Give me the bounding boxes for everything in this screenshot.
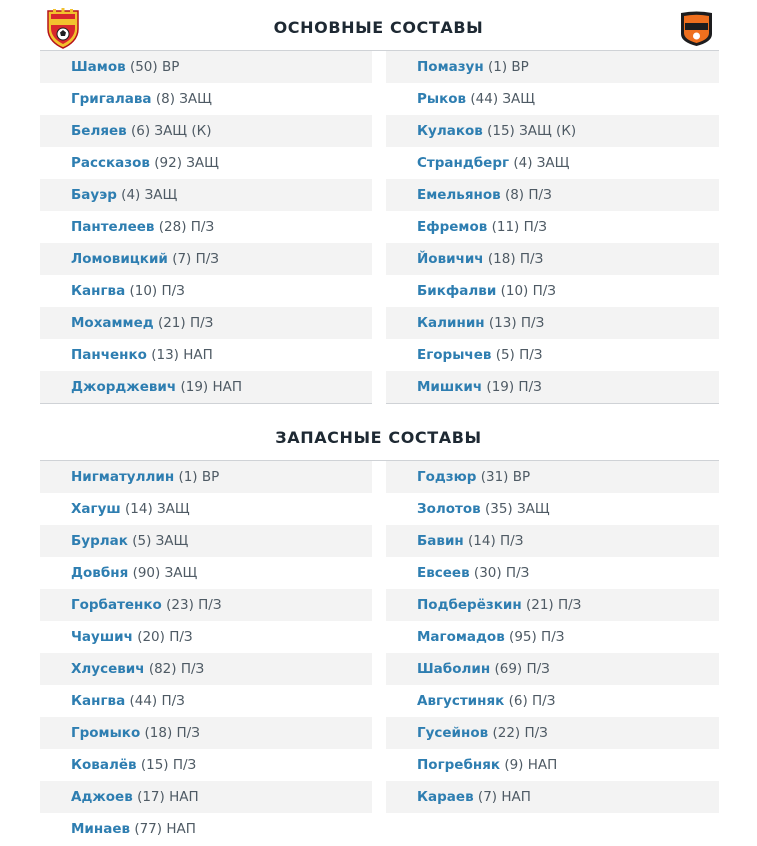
player-number-position: (18) П/З xyxy=(487,251,544,267)
player-name-link[interactable]: Аджоев xyxy=(71,789,133,805)
player-name-link[interactable]: Караев xyxy=(417,789,474,805)
player-name-link[interactable]: Ковалёв xyxy=(71,757,137,773)
empty-row xyxy=(386,813,719,845)
player-row xyxy=(40,749,372,781)
player-number-position: (5) П/З xyxy=(495,347,543,363)
player-name-link[interactable]: Золотов xyxy=(417,501,481,517)
player-row xyxy=(386,621,719,653)
player-number-position: (5) ЗАЩ xyxy=(132,533,189,549)
divider xyxy=(40,403,372,404)
player-name-link[interactable]: Минаев xyxy=(71,821,131,837)
player-row xyxy=(40,115,372,147)
player-row xyxy=(386,717,719,749)
home-reserves-list xyxy=(40,461,372,845)
player-number-position: (8) П/З xyxy=(504,187,552,203)
player-row xyxy=(386,461,719,493)
player-number-position: (23) П/З xyxy=(166,597,222,613)
player-row xyxy=(386,781,719,813)
player-row xyxy=(40,275,372,307)
player-name-link[interactable]: Ломовицкий xyxy=(71,251,168,267)
player-name-link[interactable]: Погребняк xyxy=(417,757,501,773)
player-number-position: (92) ЗАЩ xyxy=(154,155,219,171)
player-row xyxy=(386,83,719,115)
player-name-link[interactable]: Магомадов xyxy=(417,629,505,645)
player-name-link[interactable]: Хлусевич xyxy=(71,661,145,677)
player-number-position: (8) ЗАЩ xyxy=(155,91,212,107)
section-title-reserves: ЗАПАСНЫЕ СОСТАВЫ xyxy=(275,428,482,447)
player-row xyxy=(40,813,372,845)
player-name-link[interactable]: Кулаков xyxy=(417,123,483,139)
player-name-link[interactable]: Довбня xyxy=(71,565,129,581)
player-name-link[interactable]: Хагуш xyxy=(71,501,121,517)
away-starting-list xyxy=(386,51,719,403)
player-number-position: (31) ВР xyxy=(480,469,531,485)
home-starting-list xyxy=(40,51,372,403)
player-number-position: (50) ВР xyxy=(129,59,180,75)
player-number-position: (21) П/З xyxy=(525,597,582,613)
player-row xyxy=(386,685,719,717)
player-name-link[interactable]: Ефремов xyxy=(417,219,488,235)
player-name-link[interactable]: Чаушич xyxy=(71,629,133,645)
player-number-position: (69) П/З xyxy=(494,661,550,677)
player-number-position: (13) П/З xyxy=(488,315,545,331)
player-row xyxy=(40,557,372,589)
player-row xyxy=(40,781,372,813)
player-row xyxy=(386,557,719,589)
player-number-position: (17) НАП xyxy=(137,789,199,805)
away-reserves-list xyxy=(386,461,719,845)
player-number-position: (6) П/З xyxy=(508,693,556,709)
player-name-link[interactable]: Пантелеев xyxy=(71,219,155,235)
player-row xyxy=(40,307,372,339)
player-row xyxy=(386,51,719,83)
player-number-position: (7) П/З xyxy=(172,251,219,267)
player-row xyxy=(40,51,372,83)
player-row xyxy=(386,211,719,243)
player-row xyxy=(386,749,719,781)
player-number-position: (44) П/З xyxy=(129,693,185,709)
player-name-link[interactable]: Помазун xyxy=(417,59,484,75)
player-number-position: (1) ВР xyxy=(488,59,529,75)
player-number-position: (15) ЗАЩ (К) xyxy=(487,123,577,139)
player-row xyxy=(40,371,372,403)
player-number-position: (18) П/З xyxy=(144,725,200,741)
player-row xyxy=(40,525,372,557)
player-name-link[interactable]: Панченко xyxy=(71,347,147,363)
player-name-link[interactable]: Шаболин xyxy=(417,661,491,677)
player-row xyxy=(386,525,719,557)
player-number-position: (30) П/З xyxy=(473,565,530,581)
player-number-position: (21) П/З xyxy=(157,315,214,331)
player-number-position: (95) П/З xyxy=(509,629,565,645)
player-name-link[interactable]: Мишкич xyxy=(417,379,483,395)
player-name-link[interactable]: Бауэр xyxy=(71,187,117,203)
player-name-link[interactable]: Страндберг xyxy=(417,155,510,171)
player-row xyxy=(40,339,372,371)
player-number-position: (4) ЗАЩ xyxy=(121,187,178,203)
player-name-link[interactable]: Бавин xyxy=(417,533,464,549)
player-row xyxy=(386,307,719,339)
player-name-link[interactable]: Нигматуллин xyxy=(71,469,175,485)
divider xyxy=(386,403,719,404)
player-row xyxy=(386,275,719,307)
player-number-position: (9) НАП xyxy=(504,757,558,773)
player-row xyxy=(40,685,372,717)
player-number-position: (6) ЗАЩ (К) xyxy=(131,123,212,139)
player-row xyxy=(40,211,372,243)
player-number-position: (1) ВР xyxy=(178,469,220,485)
player-row xyxy=(40,493,372,525)
player-number-position: (28) П/З xyxy=(158,219,215,235)
player-name-link[interactable]: Громыко xyxy=(71,725,141,741)
player-name-link[interactable]: Беляев xyxy=(71,123,127,139)
player-row xyxy=(40,621,372,653)
player-name-link[interactable]: Рассказов xyxy=(71,155,150,171)
player-row xyxy=(386,243,719,275)
player-row xyxy=(40,717,372,749)
player-number-position: (77) НАП xyxy=(134,821,196,837)
player-number-position: (20) П/З xyxy=(137,629,193,645)
player-name-link[interactable]: Джорджевич xyxy=(71,379,177,395)
player-row xyxy=(40,83,372,115)
player-row xyxy=(386,147,719,179)
player-row xyxy=(386,589,719,621)
player-name-link[interactable]: Годзюр xyxy=(417,469,477,485)
player-row xyxy=(386,653,719,685)
player-row xyxy=(40,589,372,621)
player-number-position: (10) П/З xyxy=(500,283,556,299)
player-number-position: (44) ЗАЩ xyxy=(470,91,536,107)
player-number-position: (15) П/З xyxy=(140,757,197,773)
player-number-position: (22) П/З xyxy=(492,725,548,741)
player-number-position: (10) П/З xyxy=(129,283,185,299)
player-name-link[interactable]: Григалава xyxy=(71,91,152,107)
player-row xyxy=(40,243,372,275)
player-name-link[interactable]: Емельянов xyxy=(417,187,501,203)
player-number-position: (90) ЗАЩ xyxy=(132,565,198,581)
player-name-link[interactable]: Йовичич xyxy=(417,251,484,267)
player-number-position: (14) П/З xyxy=(468,533,524,549)
player-name-link[interactable]: Горбатенко xyxy=(71,597,162,613)
player-row xyxy=(386,493,719,525)
player-name-link[interactable]: Кангва xyxy=(71,693,126,709)
player-name-link[interactable]: Августиняк xyxy=(417,693,505,709)
player-row xyxy=(386,115,719,147)
player-number-position: (82) П/З xyxy=(148,661,205,677)
player-number-position: (35) ЗАЩ xyxy=(484,501,550,517)
player-number-position: (7) НАП xyxy=(477,789,531,805)
player-row xyxy=(386,371,719,403)
player-name-link[interactable]: Калинин xyxy=(417,315,485,331)
player-number-position: (19) П/З xyxy=(486,379,542,395)
player-row xyxy=(40,179,372,211)
player-name-link[interactable]: Гусейнов xyxy=(417,725,489,741)
player-number-position: (4) ЗАЩ xyxy=(513,155,570,171)
player-name-link[interactable]: Мохаммед xyxy=(71,315,154,331)
player-name-link[interactable]: Шамов xyxy=(71,59,126,75)
section-title-starting: ОСНОВНЫЕ СОСТАВЫ xyxy=(273,18,484,37)
player-name-link[interactable]: Евсеев xyxy=(417,565,470,581)
player-row xyxy=(40,653,372,685)
player-name-link[interactable]: Бикфалви xyxy=(417,283,497,299)
player-number-position: (11) П/З xyxy=(491,219,547,235)
player-number-position: (19) НАП xyxy=(180,379,243,395)
player-number-position: (13) НАП xyxy=(151,347,213,363)
player-name-link[interactable]: Рыков xyxy=(417,91,467,107)
player-row xyxy=(40,147,372,179)
player-name-link[interactable]: Егорычев xyxy=(417,347,492,363)
player-row xyxy=(40,461,372,493)
player-number-position: (14) ЗАЩ xyxy=(125,501,190,517)
player-name-link[interactable]: Кангва xyxy=(71,283,126,299)
player-row xyxy=(386,179,719,211)
player-name-link[interactable]: Подберёзкин xyxy=(417,597,522,613)
player-row xyxy=(386,339,719,371)
player-name-link[interactable]: Бурлак xyxy=(71,533,128,549)
